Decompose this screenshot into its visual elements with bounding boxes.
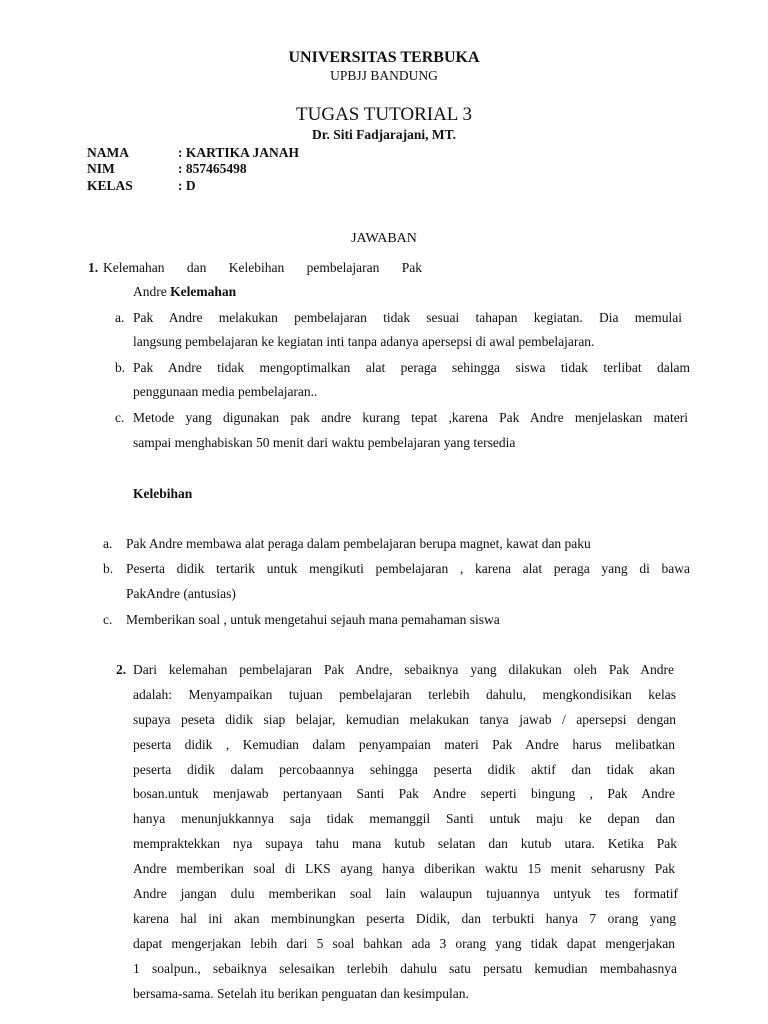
weakness-b-line2: penggunaan media pembelajaran.. (133, 384, 318, 399)
weakness-marker-c: c. (115, 410, 125, 425)
strength-b-line2: PakAndre (antusias) (126, 586, 236, 601)
weakness-c-line2: sampai menghabiskan 50 menit dari waktu pembelajaran yang tersedia (133, 435, 516, 450)
q2-line-8: mempraktekkan nya supaya tahu mana kutub selatan dan kutub utara. Ketika Pak (133, 836, 677, 851)
strength-marker-c: c. (103, 612, 113, 627)
q1-number: 1. (88, 260, 99, 275)
q2-line-9: Andre memberikan soal di LKS ayang hanya diberikan waktu 15 menit seharusny Pak (133, 861, 675, 876)
answer-heading: JAWABAN (351, 231, 417, 246)
q2-line-5: peserta didik dalam percobaannya sehingga peserta didik aktif dan tidak akan (133, 762, 675, 777)
q2-line-2: adalah: Menyampaikan tujuan pembelajaran terlebih dahulu, mengkondisikan kelas (133, 687, 676, 702)
weakness-heading: Kelemahan (170, 284, 237, 299)
identity-value-nim: : 857465498 (178, 161, 247, 176)
weakness-a-line2: langsung pembelajaran ke kegiatan inti tanpa adanya apersepsi di awal pembelajaran. (133, 334, 595, 349)
q2-line-3: supaya peseta didik siap belajar, kemudian melakukan tanya jawab / apersepsi dengan (133, 712, 676, 727)
q2-line-11: karena hal ini akan membinungkan peserta Didik, dan terbukti hanya 7 orang yang (133, 911, 676, 926)
q2-line-13: 1 soalpun., sebaiknya selesaikan terlebih dahulu satu persatu kemudian membahasnya (133, 961, 677, 976)
q2-number: 2. (116, 662, 127, 677)
q2-line-10: Andre jangan dulu memberikan soal lain walaupun tujuannya untyuk tes formatif (133, 886, 678, 901)
strength-marker-b: b. (103, 561, 114, 576)
identity-label-nim: NIM (87, 161, 115, 176)
strength-heading: Kelebihan (133, 486, 193, 501)
q1-intro-cont-text: Andre (133, 284, 167, 299)
q2-line-4: peserta didik , Kemudian dalam penyampaian materi Pak Andre harus melibatkan (133, 737, 675, 752)
weakness-marker-a: a. (115, 310, 125, 325)
q2-line-7: hanya menunjukkannya saja tidak memanggil Santi untuk maju ke depan dan (133, 811, 675, 826)
q1-intro: Kelemahan dan Kelebihan pembelajaran Pak (103, 260, 422, 275)
strength-c-line1: Memberikan soal , untuk mengetahui sejauh mana pemahaman siswa (126, 612, 500, 627)
assignment-title: TUGAS TUTORIAL 3 (296, 104, 472, 125)
lecturer-name: Dr. Siti Fadjarajani, MT. (312, 127, 456, 142)
weakness-a-line1: Pak Andre melakukan pembelajaran tidak sesuai tahapan kegiatan. Dia memulai (133, 310, 682, 325)
q2-line-14: bersama-sama. Setelah itu berikan penguatan dan kesimpulan. (133, 986, 469, 1001)
identity-value-name: : KARTIKA JANAH (178, 145, 300, 160)
unit-name: UPBJJ BANDUNG (330, 68, 438, 83)
weakness-marker-b: b. (115, 360, 126, 375)
weakness-c-line1: Metode yang digunakan pak andre kurang tepat ,karena Pak Andre menjelaskan materi (133, 410, 688, 425)
q2-line-12: dapat mengerjakan lebih dari 5 soal bahkan ada 3 orang yang tidak dapat mengerjakan (133, 936, 675, 951)
strength-marker-a: a. (103, 536, 113, 551)
strength-a-line1: Pak Andre membawa alat peraga dalam pembelajaran berupa magnet, kawat dan paku (126, 536, 591, 551)
identity-label-name: NAMA (87, 145, 129, 160)
q1-intro-cont (133, 284, 236, 300)
strength-b-line1: Peserta didik tertarik untuk mengikuti pembelajaran , karena alat peraga yang di bawa (126, 561, 690, 576)
weakness-b-line1: Pak Andre tidak mengoptimalkan alat peraga sehingga siswa tidak terlibat dalam (133, 360, 690, 375)
identity-value-class: : D (178, 178, 196, 193)
identity-label-class: KELAS (87, 178, 133, 193)
q2-line-1: Dari kelemahan pembelajaran Pak Andre, sebaiknya yang dilakukan oleh Pak Andre (133, 662, 674, 677)
q2-line-6: bosan.untuk menjawab pertanyaan Santi Pak Andre seperti bingung , Pak Andre (133, 786, 675, 801)
university-name: UNIVERSITAS TERBUKA (288, 49, 480, 66)
